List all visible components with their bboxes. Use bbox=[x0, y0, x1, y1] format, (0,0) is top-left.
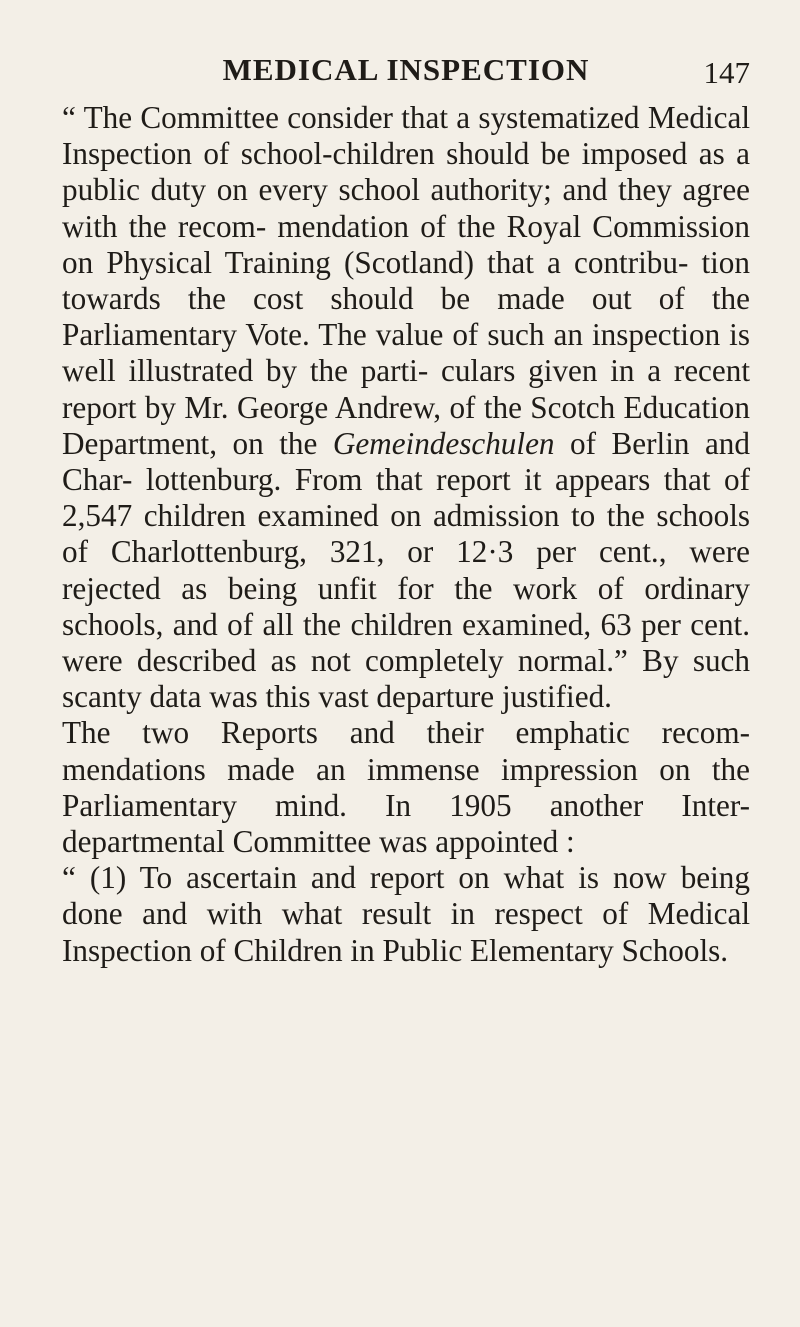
page-number: 147 bbox=[703, 55, 750, 90]
running-head bbox=[62, 48, 750, 92]
paragraph-text: of Berlin and Char- lottenburg. From that report it appears that of 2,547 children examined on admission to the schools of Charlottenburg, 321, or 12·3 per cent., were rejected as being unfit for the work of ordinary schools, and of all the children examined, 63 per cent. were described as not completely normal.” By such scanty data was this vast departure justified. bbox=[62, 425, 750, 715]
paragraph-text: “ The Committee consider that a systematized Medical Inspection of school-children should be imposed as a public duty on every school authority; and they agree with the recom- mendation of the Royal Commission on Physical Training (Scotland) that a contribu- tion towards the cost should be made out of the Parliamentary Vote. The value of such an inspection is well illustrated by the parti- culars given in a recent report by Mr. George Andrew, of the Scotch Education Department, on the bbox=[62, 100, 750, 461]
paragraph-reports: The two Reports and their emphatic recom- mendations made an immense impression on the Parliamentary mind. In 1905 another Inter-departmental Committee was appointed : bbox=[62, 715, 750, 860]
italic-term: Gemeindeschulen bbox=[332, 425, 555, 461]
running-title: MEDICAL INSPECTION bbox=[222, 52, 590, 87]
paragraph-terms-of-reference: “ (1) To ascertain and report on what is now being done and with what result in respect of Medical Inspection of Children in Public Elementary Schools. bbox=[62, 860, 750, 968]
paragraph-committee-quote bbox=[62, 100, 750, 715]
body-text bbox=[62, 100, 750, 969]
